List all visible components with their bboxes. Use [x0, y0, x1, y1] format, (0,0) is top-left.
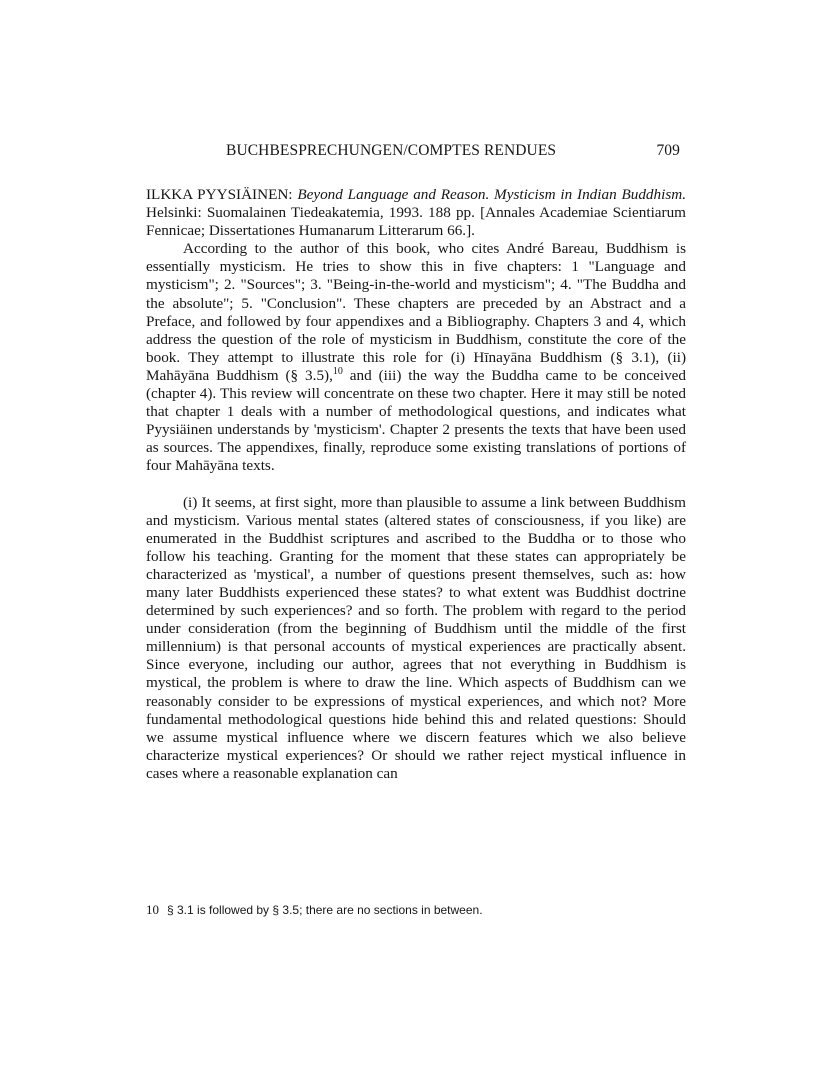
- footnote-text: § 3.1 is followed by § 3.5; there are no sections in between.: [167, 903, 483, 917]
- footnote-number: 10: [146, 902, 159, 917]
- footnote-reference: 10: [332, 365, 343, 377]
- book-title: Beyond Language and Reason. Mysticism in Indian Buddhism.: [297, 186, 687, 203]
- page-number: 709: [656, 142, 680, 159]
- footnote: [146, 902, 686, 918]
- book-author: ILKKA PYYSIÄINEN:: [146, 186, 293, 203]
- paragraph-2: (i) It seems, at first sight, more than plausible to assume a link between Buddhism and mysticism. Various mental states (altered states of consciousness, if you like) are enumerated in the Buddhist scriptures and ascribed to the Buddha or to those who follow his teaching. Granting for the moment that these states can appropriately be characterized as 'mystical', a number of questions present themselves, such as: how many later Buddhists experienced these states? to what extent was Buddhist doctrine determined by such experiences? and so forth. The problem with regard to the period under consideration (from the beginning of Buddhism until the middle of the first millennium) is that personal accounts of mystical experiences are practically absent. Since everyone, including our author, agrees that not everything in Buddhism is mystical, the problem is where to draw the line. Which aspects of Buddhism can we reasonably consider to be expressions of mystical experiences, and which not? More fundamental methodological questions hide behind this and related questions: Should we assume mystical influence where we discern features which we also believe characterize mystical experiences? Or should we rather reject mystical influence in cases where a reasonable explanation can: [146, 493, 686, 782]
- bibliographic-entry: [146, 186, 686, 240]
- running-title: BUCHBESPRECHUNGEN/COMPTES RENDUES: [226, 142, 557, 159]
- paragraph-1-text-b: and (iii) the way the Buddha came to be conceived (chapter 4). This review will concentrate on these two chapter. Here it may still be noted that chapter 1 deals with a number of methodological questions, and indicates what Pyysiäinen understands by 'mysticism'. Chapter 2 presents the texts that have been used as sources. The appendixes, finally, reproduce some existing translations of portions of four Mahāyāna texts.: [146, 366, 686, 475]
- paragraph-1: [146, 240, 686, 475]
- paragraph-1-text-a: According to the author of this book, who cites André Bareau, Buddhism is essentially mysticism. He tries to show this in five chapters: 1 "Language and mysticism"; 2. "Sources"; 3. "Being-in-the-world and mysticism"; 4. "The Buddha and the absolute"; 5. "Conclusion". These chapters are preceded by an Abstract and a Preface, and followed by four appendixes and a Bibliography. Chapters 3 and 4, which address the question of the role of mysticism in Buddhism, constitute the core of the book. They attempt to illustrate this role for (i) Hīnayāna Buddhism (§ 3.1), (ii) Mahāyāna Buddhism (§ 3.5),: [146, 240, 686, 384]
- review-body: [146, 186, 686, 783]
- publication-details: Helsinki: Suomalainen Tiedeakatemia, 1993. 188 pp. [Annales Academiae Scientiarum Fennicae; Dissertationes Humanarum Litterarum 66.].: [146, 204, 686, 240]
